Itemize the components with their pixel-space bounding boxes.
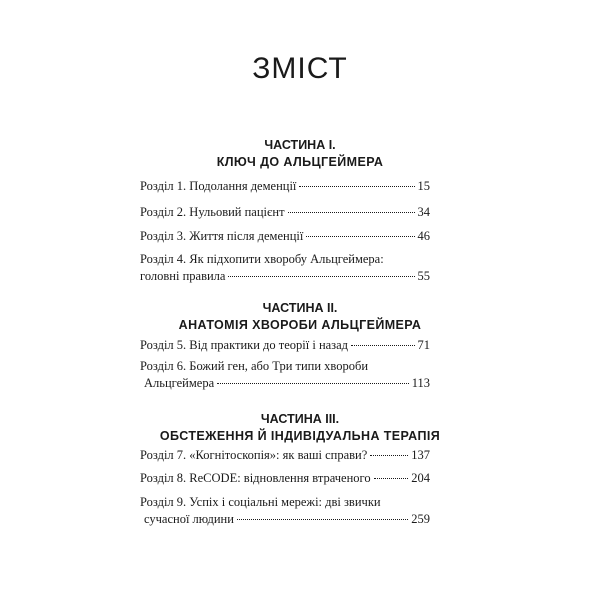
page-number: 137 [411, 448, 430, 462]
chapter-title-line-2: головні правила [140, 269, 226, 283]
part-1-label: ЧАСТИНА І. [264, 138, 336, 152]
chapter-title: Розділ 5. Від практики до теорії і назад [140, 338, 349, 352]
part-2-label: ЧАСТИНА ІІ. [262, 301, 338, 315]
part-3-heading [130, 411, 470, 445]
toc-entry-chapter-3[interactable] [140, 228, 430, 245]
page-number: 113 [411, 376, 430, 390]
chapter-title-line-1: Розділ 9. Успіх і соціальні мережі: дві звички [140, 495, 381, 509]
toc-entry-chapter-8[interactable] [140, 470, 430, 487]
page-number: 15 [417, 179, 430, 193]
toc-entry-chapter-9[interactable] [140, 494, 430, 528]
dot-leader [351, 345, 414, 346]
toc-entry-chapter-2[interactable] [140, 204, 430, 221]
dot-leader [306, 236, 414, 237]
chapter-title-line-2: сучасної людини [144, 512, 234, 526]
dot-leader [228, 276, 414, 277]
chapter-title: Розділ 2. Нульовий пацієнт [140, 205, 285, 219]
page-number: 71 [417, 338, 430, 352]
part-1-heading [130, 137, 470, 171]
chapter-title-line-2: Альцгеймера [144, 376, 215, 390]
chapter-title-line-1: Розділ 6. Божий ген, або Три типи хвороби [140, 359, 369, 373]
chapter-title: Розділ 8. ReCODE: відновлення втраченого [140, 471, 371, 485]
dot-leader [217, 383, 409, 384]
toc-entry-chapter-5[interactable] [140, 337, 430, 354]
page-number: 204 [411, 471, 430, 485]
chapter-title-line-1: Розділ 4. Як підхопити хворобу Альцгеймера: [140, 252, 384, 266]
dot-leader [288, 212, 415, 213]
toc-entry-chapter-4[interactable] [140, 251, 430, 285]
toc-entry-chapter-1[interactable] [140, 178, 430, 195]
part-3-label: ЧАСТИНА ІІІ. [260, 412, 340, 426]
part-2-heading [130, 300, 470, 334]
dot-leader [374, 478, 409, 479]
chapter-title: Розділ 3. Життя після деменції [140, 229, 304, 243]
toc-entry-chapter-7[interactable] [140, 447, 430, 464]
dot-leader [237, 519, 408, 520]
part-3-name: ОБСТЕЖЕННЯ Й ІНДИВІДУАЛЬНА ТЕРАПІЯ [159, 429, 441, 443]
page-number: 34 [417, 205, 430, 219]
part-2-name: АНАТОМІЯ ХВОРОБИ АЛЬЦГЕЙМЕРА [178, 318, 422, 332]
dot-leader [370, 455, 408, 456]
part-1-name: КЛЮЧ ДО АЛЬЦГЕЙМЕРА [216, 155, 384, 169]
toc-entry-chapter-6[interactable] [140, 358, 430, 392]
toc-title: ЗМІСТ [252, 52, 348, 85]
page-number: 55 [417, 269, 430, 283]
page-number: 46 [417, 229, 430, 243]
dot-leader [299, 186, 414, 187]
page-number: 259 [411, 512, 430, 526]
chapter-title: Розділ 7. «Когнітоскопія»: як ваші справи? [140, 448, 368, 462]
chapter-title: Розділ 1. Подолання деменції [140, 179, 297, 193]
